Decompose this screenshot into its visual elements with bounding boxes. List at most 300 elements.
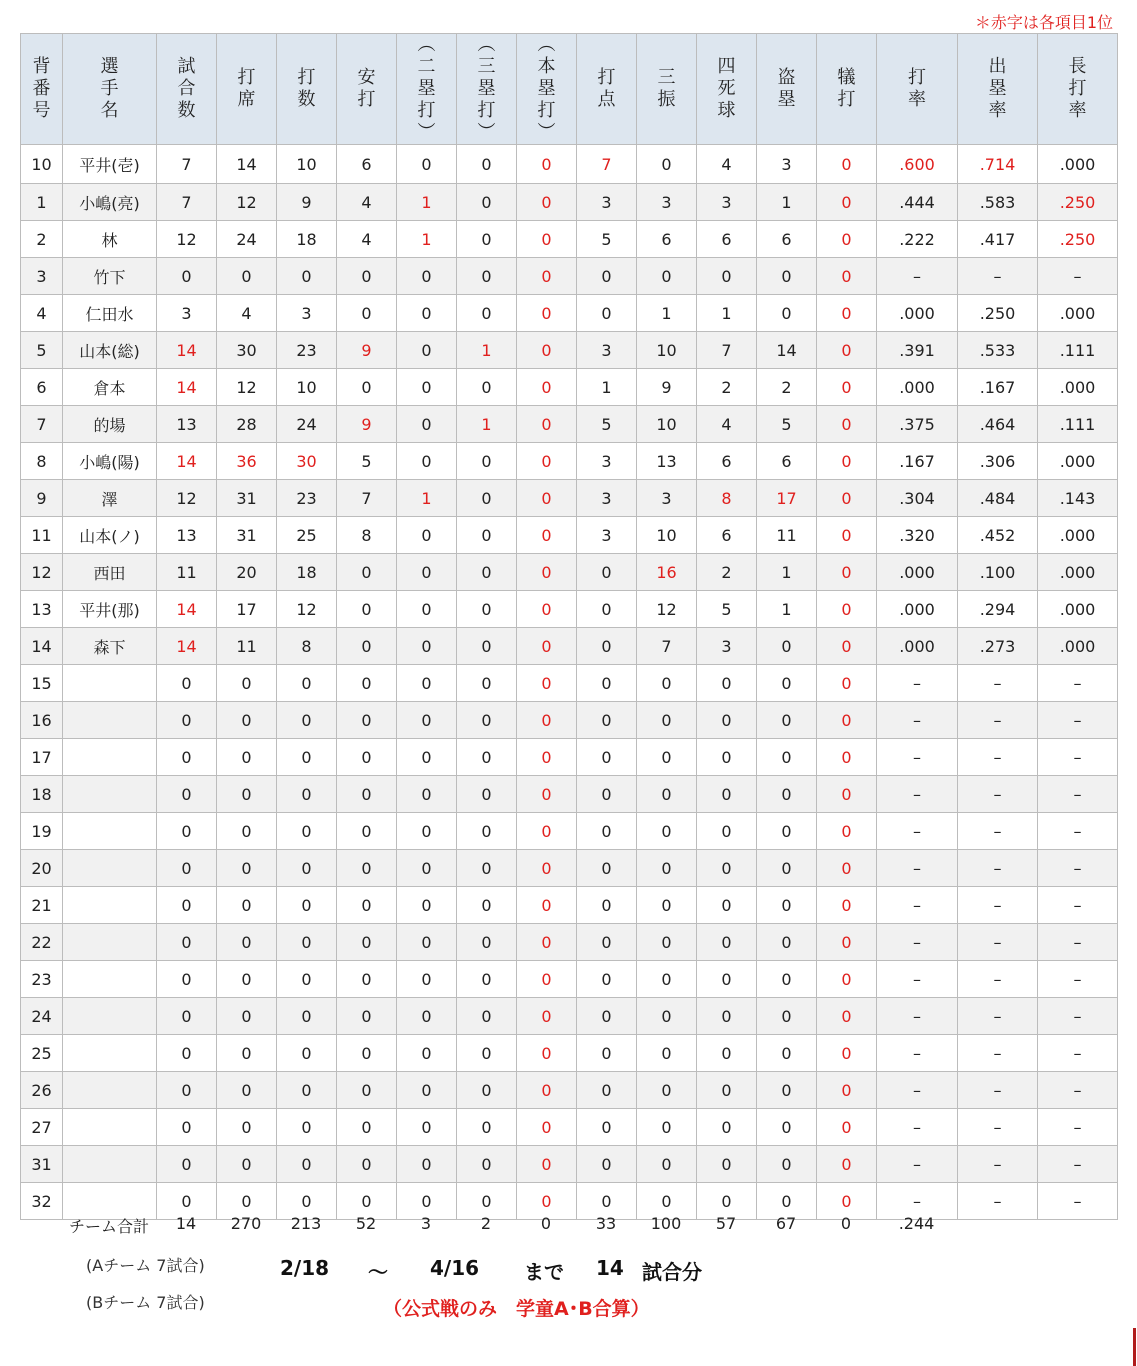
- stat-cell: 0: [577, 628, 637, 665]
- stat-cell: .583: [958, 184, 1038, 221]
- stat-cell: 0: [757, 924, 817, 961]
- table-row: [21, 813, 1118, 850]
- stat-cell: 0: [277, 961, 337, 998]
- stat-cell: .600: [877, 145, 958, 184]
- stat-cell: 0: [817, 1035, 877, 1072]
- stat-cell: 0: [217, 998, 277, 1035]
- column-header-label: 出 塁 率: [988, 56, 1007, 121]
- table-row: [21, 850, 1118, 887]
- stat-cell: 0: [817, 258, 877, 295]
- stat-cell: 3: [157, 295, 217, 332]
- stat-cell: .250: [1038, 184, 1118, 221]
- stat-cell: 0: [577, 1183, 637, 1220]
- stat-cell: 0: [817, 221, 877, 258]
- stat-cell: 11: [157, 554, 217, 591]
- stat-cell: 11: [217, 628, 277, 665]
- stat-cell: 0: [697, 961, 757, 998]
- stat-cell: 13: [637, 443, 697, 480]
- table-row: [21, 1072, 1118, 1109]
- stat-cell: .294: [958, 591, 1038, 628]
- stat-cell: 0: [397, 961, 457, 998]
- stat-cell: .320: [877, 517, 958, 554]
- stat-cell: 4: [337, 221, 397, 258]
- table-body: [21, 145, 1118, 1220]
- stat-cell: 20: [217, 554, 277, 591]
- stat-cell: .100: [958, 554, 1038, 591]
- stat-cell: 0: [397, 332, 457, 369]
- stat-cell: 0: [817, 924, 877, 961]
- uniform-number-cell: 26: [21, 1072, 63, 1109]
- stat-cell: 5: [577, 406, 637, 443]
- stat-cell: –: [958, 887, 1038, 924]
- stat-cell: 0: [397, 145, 457, 184]
- stat-cell: 0: [457, 480, 517, 517]
- stat-cell: 0: [817, 406, 877, 443]
- stat-cell: 0: [757, 850, 817, 887]
- uniform-number-cell: 23: [21, 961, 63, 998]
- stat-cell: .000: [877, 591, 958, 628]
- stat-cell: 6: [637, 221, 697, 258]
- column-header: [21, 34, 63, 145]
- stat-cell: 0: [457, 145, 517, 184]
- uniform-number-cell: 15: [21, 665, 63, 702]
- date-to: 4/16: [430, 1256, 480, 1280]
- column-header: [457, 34, 517, 145]
- uniform-number-cell: 4: [21, 295, 63, 332]
- stat-cell: 0: [397, 554, 457, 591]
- column-header-label: 四 死 球: [717, 56, 736, 121]
- stat-cell: 0: [517, 517, 577, 554]
- stat-cell: 0: [817, 628, 877, 665]
- stat-cell: .304: [877, 480, 958, 517]
- team-total-value: 3: [420, 1214, 432, 1233]
- stat-cell: 0: [517, 295, 577, 332]
- stat-cell: 0: [577, 1146, 637, 1183]
- stat-cell: 0: [517, 961, 577, 998]
- stat-cell: 10: [637, 332, 697, 369]
- column-header-label: 安 打: [357, 67, 376, 110]
- stat-cell: –: [1038, 1035, 1118, 1072]
- stat-cell: 1: [757, 554, 817, 591]
- stat-cell: 0: [337, 739, 397, 776]
- player-name-cell: [63, 776, 157, 813]
- stat-cell: 0: [337, 1035, 397, 1072]
- stat-cell: 9: [337, 332, 397, 369]
- stat-cell: 0: [157, 1109, 217, 1146]
- stat-cell: 0: [637, 1109, 697, 1146]
- stat-cell: 14: [157, 369, 217, 406]
- stat-cell: –: [877, 258, 958, 295]
- table-row: [21, 1109, 1118, 1146]
- stat-cell: 0: [337, 850, 397, 887]
- team-total-value: 2: [480, 1214, 492, 1233]
- player-name-cell: 平井(那): [63, 591, 157, 628]
- stat-cell: 0: [217, 813, 277, 850]
- stat-cell: 2: [697, 554, 757, 591]
- stat-cell: 0: [577, 258, 637, 295]
- stat-cell: 0: [337, 998, 397, 1035]
- table-row: [21, 221, 1118, 258]
- stat-cell: .111: [1038, 406, 1118, 443]
- uniform-number-cell: 18: [21, 776, 63, 813]
- stat-cell: –: [1038, 665, 1118, 702]
- player-name-cell: 山本(ノ): [63, 517, 157, 554]
- player-name-cell: [63, 1072, 157, 1109]
- stat-cell: 0: [517, 776, 577, 813]
- stat-cell: 0: [457, 628, 517, 665]
- table-row: [21, 443, 1118, 480]
- stat-cell: .452: [958, 517, 1038, 554]
- uniform-number-cell: 13: [21, 591, 63, 628]
- stat-cell: 0: [637, 1183, 697, 1220]
- stat-cell: 0: [337, 665, 397, 702]
- stat-cell: .273: [958, 628, 1038, 665]
- stat-cell: 0: [757, 998, 817, 1035]
- stat-cell: 0: [517, 406, 577, 443]
- stat-cell: 0: [817, 295, 877, 332]
- table-row: [21, 665, 1118, 702]
- stat-cell: 5: [757, 406, 817, 443]
- stat-cell: 0: [157, 702, 217, 739]
- stat-cell: 0: [217, 1146, 277, 1183]
- stat-cell: 1: [397, 184, 457, 221]
- stat-cell: 0: [457, 776, 517, 813]
- stat-cell: 0: [397, 258, 457, 295]
- stat-cell: –: [1038, 739, 1118, 776]
- team-b-games: (Bチーム 7試合): [86, 1293, 205, 1312]
- stat-cell: 0: [697, 1072, 757, 1109]
- stat-cell: .250: [1038, 221, 1118, 258]
- player-name-cell: 林: [63, 221, 157, 258]
- stat-cell: 6: [697, 221, 757, 258]
- stat-cell: 0: [397, 369, 457, 406]
- stat-cell: 0: [337, 887, 397, 924]
- table-row: [21, 517, 1118, 554]
- stat-cell: 0: [757, 813, 817, 850]
- stat-cell: 18: [277, 221, 337, 258]
- stat-cell: 0: [817, 443, 877, 480]
- stat-cell: 0: [457, 1183, 517, 1220]
- stat-cell: 0: [277, 1146, 337, 1183]
- player-name-cell: [63, 813, 157, 850]
- stat-cell: 0: [697, 924, 757, 961]
- stat-cell: 0: [277, 258, 337, 295]
- column-header-label: 犠 打: [837, 67, 856, 110]
- legend-note: ＊赤字は各項目1位: [974, 13, 1113, 32]
- stat-cell: 0: [817, 813, 877, 850]
- uniform-number-cell: 1: [21, 184, 63, 221]
- stat-cell: 0: [577, 850, 637, 887]
- stat-cell: 14: [757, 332, 817, 369]
- stat-cell: 0: [337, 295, 397, 332]
- stat-cell: 0: [637, 258, 697, 295]
- stat-cell: 0: [337, 961, 397, 998]
- stat-cell: –: [958, 998, 1038, 1035]
- stat-cell: 0: [217, 1183, 277, 1220]
- stat-cell: 0: [637, 850, 697, 887]
- stat-cell: 0: [757, 1035, 817, 1072]
- uniform-number-cell: 17: [21, 739, 63, 776]
- stat-cell: .000: [1038, 295, 1118, 332]
- stat-cell: 0: [397, 850, 457, 887]
- stat-cell: 0: [157, 739, 217, 776]
- stat-cell: –: [877, 702, 958, 739]
- table-row: [21, 739, 1118, 776]
- stat-cell: 0: [457, 739, 517, 776]
- stat-cell: 0: [457, 887, 517, 924]
- column-header-label: 長 打 率: [1068, 56, 1087, 121]
- stat-cell: 0: [217, 1109, 277, 1146]
- stat-cell: 0: [697, 1109, 757, 1146]
- stat-cell: 0: [277, 813, 337, 850]
- stat-cell: 0: [697, 258, 757, 295]
- player-name-cell: 小嶋(陽): [63, 443, 157, 480]
- stat-cell: 0: [457, 1146, 517, 1183]
- stat-cell: 9: [277, 184, 337, 221]
- column-header-label: 打 席: [237, 67, 256, 110]
- column-header-label: ︵ 本 塁 打 ︶: [537, 34, 556, 143]
- stat-cell: 0: [697, 1035, 757, 1072]
- stat-cell: 0: [517, 665, 577, 702]
- column-header-label: 試 合 数: [177, 56, 196, 121]
- stat-cell: .000: [1038, 517, 1118, 554]
- table-row: [21, 480, 1118, 517]
- stat-cell: 9: [637, 369, 697, 406]
- stat-cell: 13: [157, 517, 217, 554]
- stat-cell: 0: [637, 776, 697, 813]
- stat-cell: 4: [697, 406, 757, 443]
- stat-cell: .391: [877, 332, 958, 369]
- stat-cell: 0: [637, 702, 697, 739]
- stat-cell: .250: [958, 295, 1038, 332]
- column-header: [157, 34, 217, 145]
- stat-cell: 8: [697, 480, 757, 517]
- stat-cell: 0: [517, 998, 577, 1035]
- stat-cell: 1: [697, 295, 757, 332]
- stat-cell: 0: [817, 332, 877, 369]
- stat-cell: 0: [277, 1035, 337, 1072]
- stat-cell: 0: [217, 850, 277, 887]
- stat-cell: 0: [697, 813, 757, 850]
- stat-cell: 0: [817, 1183, 877, 1220]
- stat-cell: 0: [277, 1183, 337, 1220]
- stat-cell: .000: [1038, 554, 1118, 591]
- tilde: ～: [368, 1260, 388, 1284]
- stat-cell: 0: [457, 517, 517, 554]
- stat-cell: 0: [517, 1183, 577, 1220]
- uniform-number-cell: 9: [21, 480, 63, 517]
- stat-cell: 12: [217, 184, 277, 221]
- stat-cell: –: [1038, 850, 1118, 887]
- player-name-cell: [63, 961, 157, 998]
- stat-cell: –: [958, 813, 1038, 850]
- stat-cell: 2: [697, 369, 757, 406]
- stat-cell: .167: [958, 369, 1038, 406]
- stat-cell: .000: [1038, 443, 1118, 480]
- stat-cell: –: [1038, 1183, 1118, 1220]
- uniform-number-cell: 8: [21, 443, 63, 480]
- stat-cell: 0: [157, 776, 217, 813]
- stat-cell: 0: [217, 1035, 277, 1072]
- stat-cell: 0: [277, 850, 337, 887]
- stat-cell: 0: [397, 295, 457, 332]
- player-name-cell: [63, 1109, 157, 1146]
- table-row: [21, 184, 1118, 221]
- uniform-number-cell: 31: [21, 1146, 63, 1183]
- player-name-cell: 的場: [63, 406, 157, 443]
- stat-cell: 5: [337, 443, 397, 480]
- stat-cell: .464: [958, 406, 1038, 443]
- stat-cell: 0: [397, 443, 457, 480]
- stat-cell: 2: [757, 369, 817, 406]
- stat-cell: –: [958, 739, 1038, 776]
- table-row: [21, 332, 1118, 369]
- stat-cell: 0: [157, 1146, 217, 1183]
- stat-cell: 0: [157, 665, 217, 702]
- stat-cell: 0: [337, 776, 397, 813]
- stat-cell: 14: [157, 628, 217, 665]
- stat-cell: 1: [457, 406, 517, 443]
- stat-cell: 23: [277, 332, 337, 369]
- stat-cell: 1: [757, 184, 817, 221]
- stat-cell: 0: [757, 961, 817, 998]
- stat-cell: 0: [457, 1109, 517, 1146]
- team-totals-label: チーム合計: [68, 1217, 149, 1236]
- stat-cell: –: [1038, 998, 1118, 1035]
- uniform-number-cell: 7: [21, 406, 63, 443]
- stat-cell: 0: [157, 1035, 217, 1072]
- stat-cell: 0: [817, 184, 877, 221]
- player-name-cell: 小嶋(亮): [63, 184, 157, 221]
- stat-cell: 10: [637, 517, 697, 554]
- batting-stats-table: [20, 33, 1118, 1220]
- stat-cell: 0: [397, 813, 457, 850]
- stat-cell: 6: [757, 443, 817, 480]
- stat-cell: –: [877, 998, 958, 1035]
- uniform-number-cell: 2: [21, 221, 63, 258]
- stat-cell: 6: [697, 517, 757, 554]
- stat-cell: 0: [817, 702, 877, 739]
- stat-cell: 0: [277, 665, 337, 702]
- column-header: [63, 34, 157, 145]
- stat-cell: 3: [637, 480, 697, 517]
- stat-cell: 0: [637, 887, 697, 924]
- stat-cell: 24: [217, 221, 277, 258]
- stat-cell: 0: [337, 702, 397, 739]
- uniform-number-cell: 11: [21, 517, 63, 554]
- stat-cell: 3: [577, 517, 637, 554]
- team-total-value: 52: [355, 1214, 377, 1233]
- uniform-number-cell: 27: [21, 1109, 63, 1146]
- stat-cell: 0: [517, 332, 577, 369]
- uniform-number-cell: 5: [21, 332, 63, 369]
- stat-cell: 0: [577, 813, 637, 850]
- stat-cell: 0: [517, 887, 577, 924]
- stat-cell: 25: [277, 517, 337, 554]
- stat-cell: 0: [457, 813, 517, 850]
- stat-cell: 0: [397, 591, 457, 628]
- stat-cell: 0: [637, 1146, 697, 1183]
- stat-cell: 0: [517, 850, 577, 887]
- player-name-cell: 平井(壱): [63, 145, 157, 184]
- stat-cell: 0: [817, 1109, 877, 1146]
- stat-cell: .417: [958, 221, 1038, 258]
- stat-cell: 0: [577, 1109, 637, 1146]
- stat-cell: 7: [157, 184, 217, 221]
- stat-cell: 23: [277, 480, 337, 517]
- stat-cell: 4: [697, 145, 757, 184]
- stat-cell: 8: [277, 628, 337, 665]
- stat-cell: 0: [757, 258, 817, 295]
- stat-cell: 1: [397, 221, 457, 258]
- column-header: [517, 34, 577, 145]
- stat-cell: 0: [697, 998, 757, 1035]
- column-header-label: 打 率: [908, 67, 926, 110]
- stat-cell: 28: [217, 406, 277, 443]
- stat-cell: –: [958, 1183, 1038, 1220]
- stat-cell: 0: [517, 369, 577, 406]
- stat-cell: 0: [457, 258, 517, 295]
- table-row: [21, 924, 1118, 961]
- uniform-number-cell: 16: [21, 702, 63, 739]
- stat-cell: 0: [517, 1035, 577, 1072]
- column-header-label: 背 番 号: [32, 56, 51, 121]
- stat-cell: 8: [337, 517, 397, 554]
- game-count: 14: [596, 1256, 624, 1280]
- stat-cell: 0: [157, 1183, 217, 1220]
- stat-cell: 0: [817, 554, 877, 591]
- uniform-number-cell: 21: [21, 887, 63, 924]
- stat-cell: 4: [217, 295, 277, 332]
- uniform-number-cell: 24: [21, 998, 63, 1035]
- uniform-number-cell: 32: [21, 1183, 63, 1220]
- stat-cell: –: [1038, 1146, 1118, 1183]
- stat-cell: –: [877, 924, 958, 961]
- stat-cell: 1: [577, 369, 637, 406]
- stat-cell: 0: [217, 776, 277, 813]
- stat-cell: 0: [757, 776, 817, 813]
- stat-cell: 0: [397, 1109, 457, 1146]
- stat-cell: 0: [517, 1146, 577, 1183]
- column-header-label: 盗 塁: [777, 67, 796, 110]
- player-name-cell: 仁田水: [63, 295, 157, 332]
- stat-cell: 0: [277, 998, 337, 1035]
- stat-cell: 3: [577, 332, 637, 369]
- stat-cell: 6: [337, 145, 397, 184]
- stat-cell: –: [1038, 924, 1118, 961]
- stat-cell: 0: [517, 591, 577, 628]
- player-name-cell: 竹下: [63, 258, 157, 295]
- stat-cell: –: [877, 776, 958, 813]
- stat-cell: 18: [277, 554, 337, 591]
- header-row: [21, 34, 1118, 145]
- uniform-number-cell: 25: [21, 1035, 63, 1072]
- stat-cell: 0: [637, 665, 697, 702]
- stat-cell: .375: [877, 406, 958, 443]
- stat-cell: 14: [157, 591, 217, 628]
- stat-cell: 0: [637, 739, 697, 776]
- stat-cell: 7: [697, 332, 757, 369]
- stat-cell: –: [958, 1109, 1038, 1146]
- stat-cell: 0: [757, 887, 817, 924]
- team-total-value: 14: [175, 1214, 197, 1233]
- stat-cell: 0: [457, 665, 517, 702]
- stat-cell: 12: [157, 221, 217, 258]
- player-name-cell: [63, 924, 157, 961]
- stat-cell: 0: [277, 887, 337, 924]
- stat-cell: 0: [457, 591, 517, 628]
- stat-cell: 0: [337, 628, 397, 665]
